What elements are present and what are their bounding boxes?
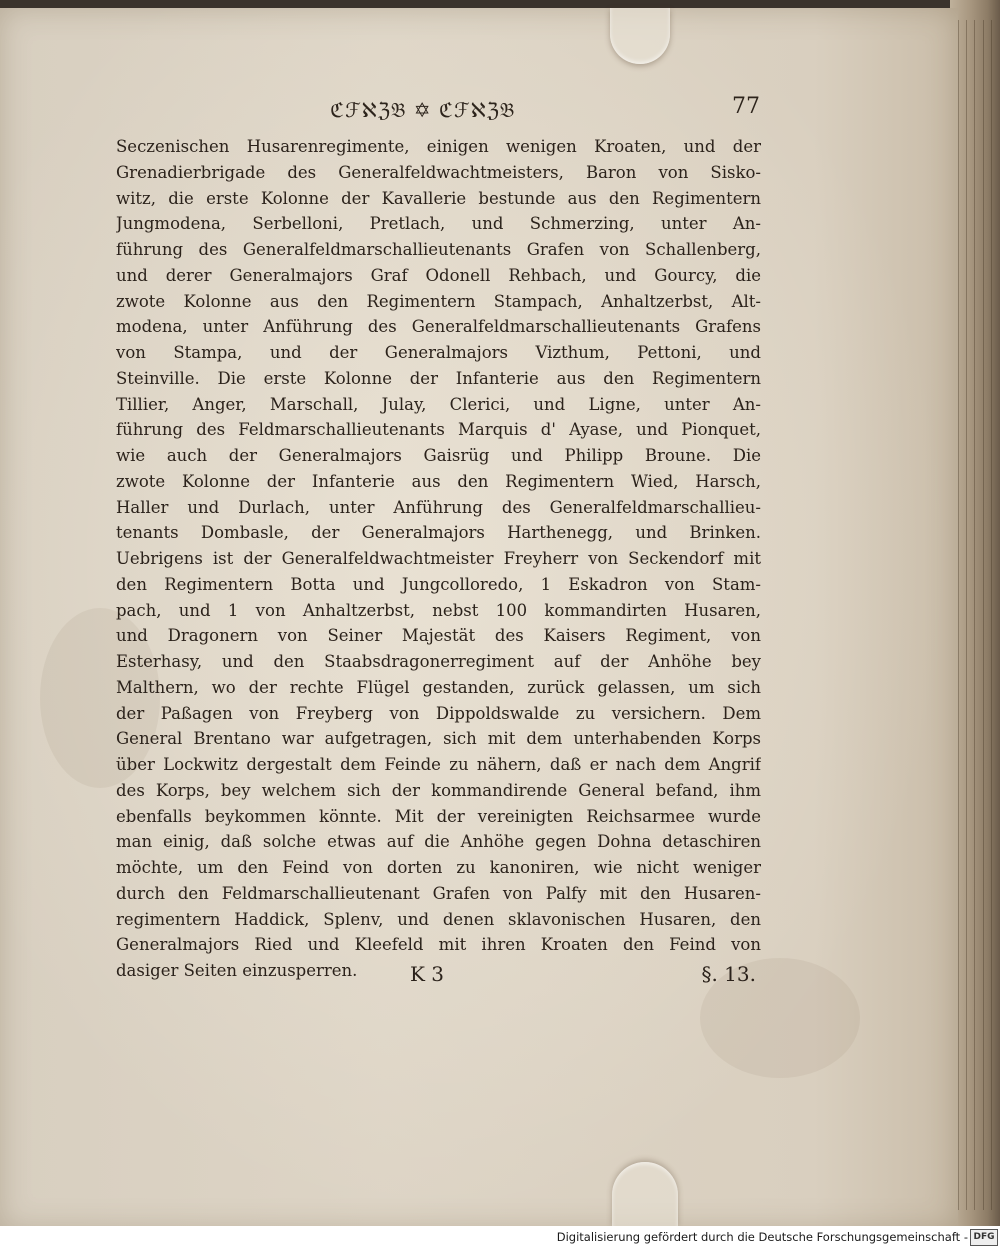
- header-ornament: ℭℱℵℨ𝔅 ✡ ℭℱℵℨ𝔅: [330, 98, 516, 122]
- text-line: über Lockwitz dergestalt dem Feinde zu nähern, daß er nach dem Angrif: [116, 755, 761, 774]
- text-line: dasiger Seiten einzusperren.: [116, 961, 358, 980]
- page-header: [120, 94, 760, 128]
- text-line: tenants Dombasle, der Generalmajors Harthenegg, und Brinken.: [116, 523, 761, 543]
- page-clip-bottom: [612, 1162, 678, 1228]
- text-line: der Paßagen von Freyberg von Dippoldswalde zu versichern. Dem: [116, 703, 761, 723]
- text-line: und Dragonern von Seiner Majestät des Kaisers Regiment, von: [116, 626, 761, 646]
- text-line: führung des Generalfeldmarschallieutenants Grafen von Schallenberg,: [116, 240, 761, 259]
- text-line: Haller und Durlach, unter Anführung des Generalfeldmarschallieu-: [116, 497, 761, 517]
- text-line: Tillier, Anger, Marschall, Julay, Clerici, und Ligne, unter An-: [116, 394, 761, 414]
- text-line: Jungmodena, Serbelloni, Pretlach, und Schmerzing, unter An-: [116, 214, 761, 234]
- text-line: des Korps, bey welchem sich der kommandirende General befand, ihm: [116, 780, 761, 800]
- text-line: Malthern, wo der rechte Flügel gestanden, zurück gelassen, um sich: [116, 677, 761, 697]
- text-line: Grenadierbrigade des Generalfeldwachtmeisters, Baron von Sisko-: [116, 162, 761, 182]
- text-line: witz, die erste Kolonne der Kavallerie bestunde aus den Regimentern: [116, 188, 761, 208]
- text-line: regimentern Haddick, Splenv, und denen sklavonischen Husaren, den: [116, 909, 761, 929]
- signature-mark: K 3: [410, 962, 445, 986]
- text-line: den Regimentern Botta und Jungcolloredo, 1 Eskadron von Stam-: [116, 574, 761, 594]
- text-line: Generalmajors Ried und Kleefeld mit ihren Kroaten den Feind von: [116, 935, 761, 955]
- digitization-credit: Digitalisierung gefördert durch die Deutsche Forschungsgemeinschaft -: [556, 1230, 968, 1244]
- text-line: und derer Generalmajors Graf Odonell Rehbach, und Gourcy, die: [116, 265, 761, 285]
- text-line: durch den Feldmarschallieutenant Grafen von Palfy mit den Husaren-: [116, 883, 761, 903]
- book-page: [0, 8, 958, 1230]
- text-line: führung des Feldmarschallieutenants Marquis d' Ayase, und Pionquet,: [116, 420, 761, 440]
- text-line: möchte, um den Feind von dorten zu kanoniren, wie nicht weniger: [116, 858, 761, 877]
- text-line: Uebrigens ist der Generalfeldwachtmeister Freyherr von Seckendorf mit: [116, 549, 761, 568]
- text-line: wie auch der Generalmajors Gaisrüg und Philipp Broune. Die: [116, 446, 761, 465]
- page-number: 77: [732, 94, 760, 119]
- body-text: [116, 134, 761, 984]
- text-line: General Brentano war aufgetragen, sich mit dem unterhabenden Korps: [116, 729, 761, 749]
- text-line: ebenfalls beykommen könnte. Mit der vereinigten Reichsarmee wurde: [116, 806, 761, 826]
- text-line: man einig, daß solche etwas auf die Anhöhe gegen Dohna detaschiren: [116, 832, 761, 852]
- text-line: Steinville. Die erste Kolonne der Infanterie aus den Regimentern: [116, 368, 761, 388]
- text-line: zwote Kolonne aus den Regimentern Stampach, Anhaltzerbst, Alt-: [116, 291, 761, 311]
- catchword: §. 13.: [701, 962, 756, 986]
- text-line: modena, unter Anführung des Generalfeldmarschallieutenants Grafens: [116, 317, 761, 337]
- dfg-logo-icon: DFG: [970, 1229, 998, 1246]
- page-footer: [120, 958, 760, 992]
- text-line: pach, und 1 von Anhaltzerbst, nebst 100 kommandirten Husaren,: [116, 600, 761, 620]
- text-line: Esterhasy, und den Staabsdragonerregiment auf der Anhöhe bey: [116, 652, 761, 671]
- text-line: zwote Kolonne der Infanterie aus den Regimentern Wied, Harsch,: [116, 471, 761, 491]
- text-line: Seczenischen Husarenregimente, einigen wenigen Kroaten, und der: [116, 137, 761, 156]
- text-line: von Stampa, und der Generalmajors Vizthum, Pettoni, und: [116, 343, 761, 362]
